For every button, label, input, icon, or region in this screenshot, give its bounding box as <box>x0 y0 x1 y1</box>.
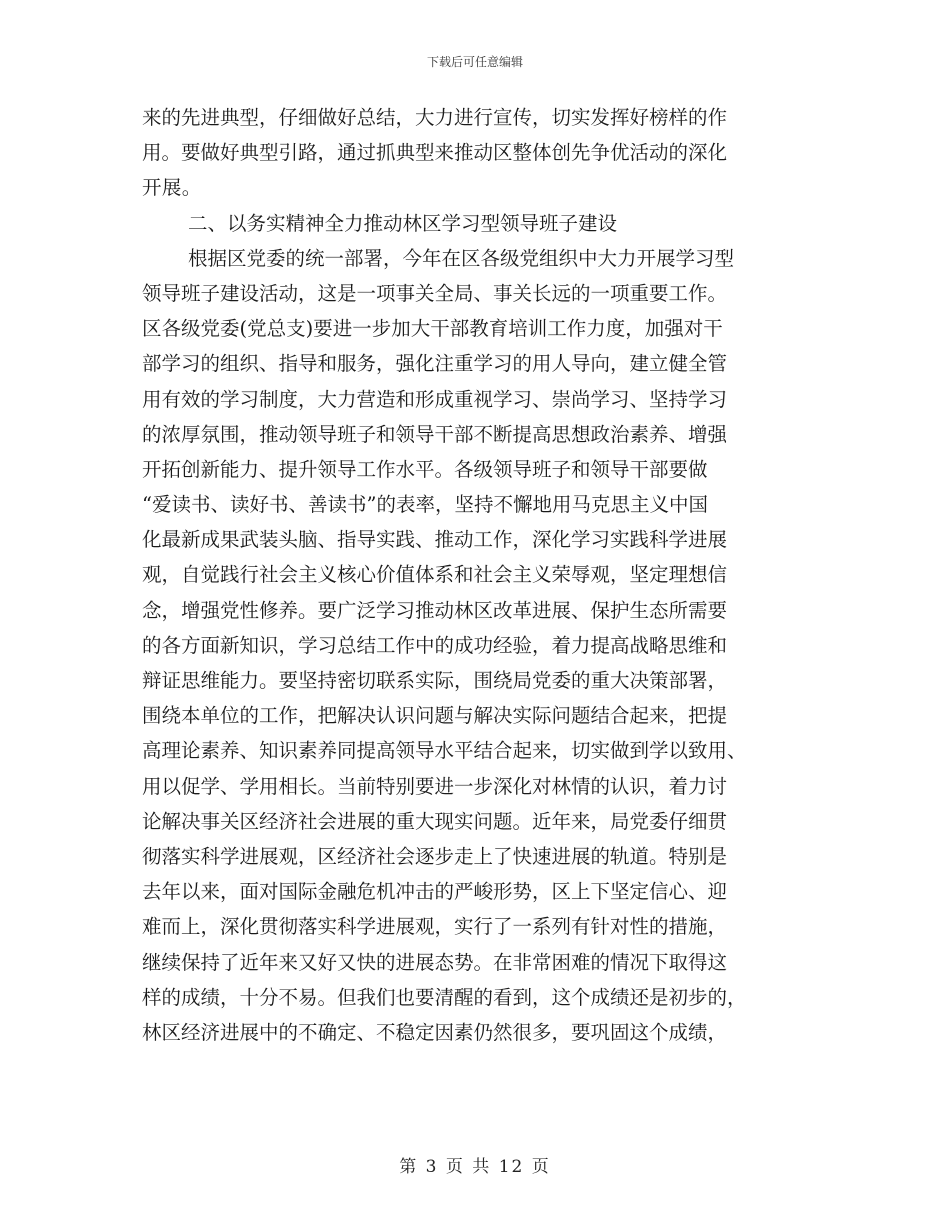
text-line: 辩证思维能力。要坚持密切联系实际，围绕局党委的重大决策部署， <box>142 669 728 692</box>
text-line: 根据区党委的统一部署，今年在区各级党组织中大力开展学习型 <box>188 246 735 270</box>
text-line: 用以促学、学用相长。当前特别要进一步深化对林情的认识，着力讨 <box>142 774 728 798</box>
text-line: 用。要做好典型引路，通过抓典型来推动区整体创先争优活动的深化 <box>142 141 728 165</box>
text-line: 二、以务实精神全力推动林区学习型领导班子建设 <box>188 211 618 235</box>
text-line: 开拓创新能力、提升领导工作水平。各级领导班子和领导干部要做 <box>142 457 708 481</box>
text-line: 观，自觉践行社会主义核心价值体系和社会主义荣辱观，坚定理想信 <box>142 563 728 587</box>
text-line: 用有效的学习制度，大力营造和形成重视学习、崇尚学习、坚持学习 <box>142 387 728 411</box>
text-line: 样的成绩，十分不易。但我们也要清醒的看到，这个成绩还是初步的， <box>142 985 747 1009</box>
text-line: 继续保持了近年来又好又快的进展态势。在非常困难的情况下取得这 <box>142 950 728 974</box>
text-line: 领导班子建设活动，这是一项事关全局、事关长远的一项重要工作。 <box>142 281 728 305</box>
text-line: 开展。 <box>142 176 202 200</box>
text-line: 部学习的组织、指导和服务，强化注重学习的用人导向，建立健全管 <box>142 352 728 376</box>
text-line: 化最新成果武装头脑、指导实践、推动工作，深化学习实践科学进展 <box>142 528 728 552</box>
document-body <box>142 100 812 1050</box>
text-line: 的各方面新知识，学习总结工作中的成功经验，着力提高战略思维和 <box>142 633 728 657</box>
text-line: 高理论素养、知识素养同提高领导水平结合起来，切实做到学以致用、 <box>142 739 747 763</box>
text-line: 论解决事关区经济社会进展的重大现实问题。近年来，局党委仔细贯 <box>142 809 728 833</box>
text-line: “爱读书、读好书、善读书”的表率，坚持不懈地用马克思主义中国 <box>142 493 708 517</box>
text-line: 林区经济进展中的不确定、不稳定因素仍然很多，要巩固这个成绩， <box>142 1020 728 1044</box>
text-line: 彻落实科学进展观，区经济社会逐步走上了快速进展的轨道。特别是 <box>142 844 728 868</box>
text-line: 区各级党委(党总支)要进一步加大干部教育培训工作力度，加强对干 <box>142 317 723 341</box>
page-footer: 第 3 页 共 12 页 <box>399 1157 551 1177</box>
text-line: 难而上，深化贯彻落实科学进展观，实行了一系列有针对性的措施， <box>142 915 728 939</box>
text-line: 的浓厚氛围，推动领导班子和领导干部不断提高思想政治素养、增强 <box>142 422 728 446</box>
text-line: 去年以来，面对国际金融危机冲击的严峻形势，区上下坚定信心、迎 <box>142 880 728 904</box>
text-line: 念，增强党性修养。要广泛学习推动林区改革进展、保护生态所需要 <box>142 598 728 622</box>
text-line: 围绕本单位的工作，把解决认识问题与解决实际问题结合起来，把提 <box>142 704 728 728</box>
page-header: 下载后可任意编辑 <box>426 55 523 69</box>
text-line: 来的先进典型，仔细做好总结，大力进行宣传，切实发挥好榜样的作 <box>142 106 728 129</box>
